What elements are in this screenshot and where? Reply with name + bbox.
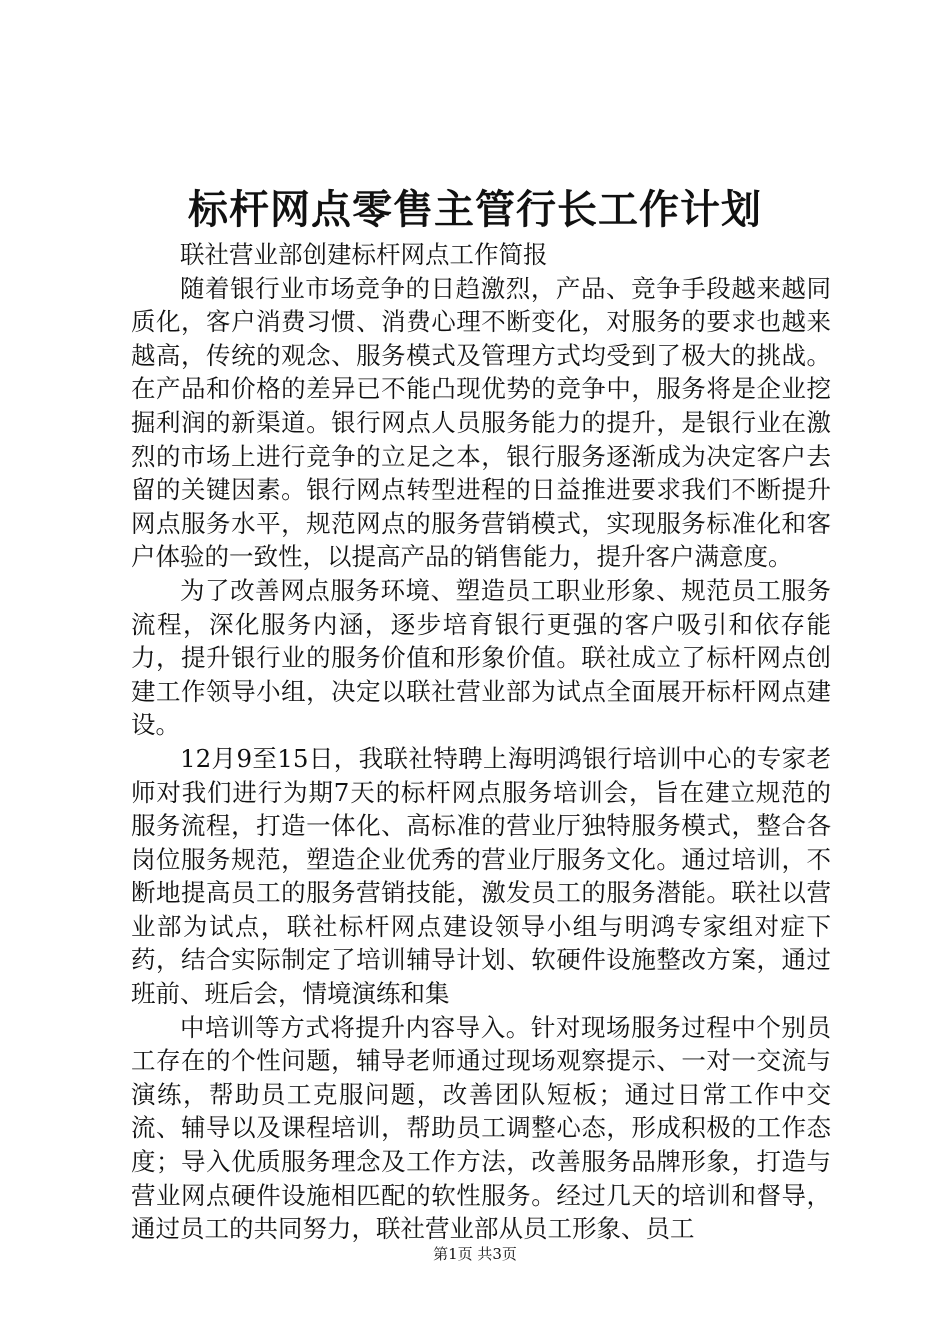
document-subtitle: 联社营业部创建标杆网点工作简报 — [180, 240, 548, 269]
document-body — [131, 238, 831, 1246]
body-paragraph-3: 12月9至15日，我联社特聘上海明鸿银行培训中心的专家老师对我们进行为期7天的标杆网点服务培训会，旨在建立规范的服务流程，打造一体化、高标准的营业厅独特服务模式，整合各岗位服务规范，塑造企业优秀的营业厅服务文化。通过培训，不断地提高员工的服务营销技能，激发员工的服务潜能。联社以营业部为试点，联社标杆网点建设领导小组与明鸿专家组对症下药，结合实际制定了培训辅导计划、软硬件设施整改方案，通过班前、班后会，情境演练和集 — [131, 743, 831, 1009]
page-number-footer: 第1页 共3页 — [433, 1245, 517, 1263]
body-paragraph-1: 随着银行业市场竞争的日趋激烈，产品、竞争手段越来越同质化，客户消费习惯、消费心理不断变化，对服务的要求也越来越高，传统的观念、服务模式及管理方式均受到了极大的挑战。在产品和价格的差异已不能凸现优势的竞争中，服务将是企业挖掘利润的新渠道。银行网点人员服务能力的提升，是银行业在激烈的市场上进行竞争的立足之本，银行服务逐渐成为决定客户去留的关键因素。银行网点转型进程的日益推进要求我们不断提升网点服务水平，规范网点的服务营销模式，实现服务标准化和客户体验的一致性，以提高产品的销售能力，提升客户满意度。 — [131, 273, 831, 572]
body-paragraph-2: 为了改善网点服务环境、塑造员工职业形象、规范员工服务流程，深化服务内涵，逐步培育银行更强的客户吸引和依存能力，提升银行业的服务价值和形象价值。联社成立了标杆网点创建工作领导小组，决定以联社营业部为试点全面展开标杆网点建设。 — [131, 575, 831, 740]
document-title: 标杆网点零售主管行长工作计划 — [188, 186, 762, 233]
body-paragraph-4: 中培训等方式将提升内容导入。针对现场服务过程中个别员工存在的个性问题，辅导老师通过现场观察提示、一对一交流与演练，帮助员工克服问题，改善团队短板；通过日常工作中交流、辅导以及课程培训，帮助员工调整心态，形成积极的工作态度；导入优质服务理念及工作方法，改善服务品牌形象，打造与营业网点硬件设施相匹配的软性服务。经过几天的培训和督导，通过员工的共同努力，联社营业部从员工形象、员工 — [131, 1012, 831, 1244]
